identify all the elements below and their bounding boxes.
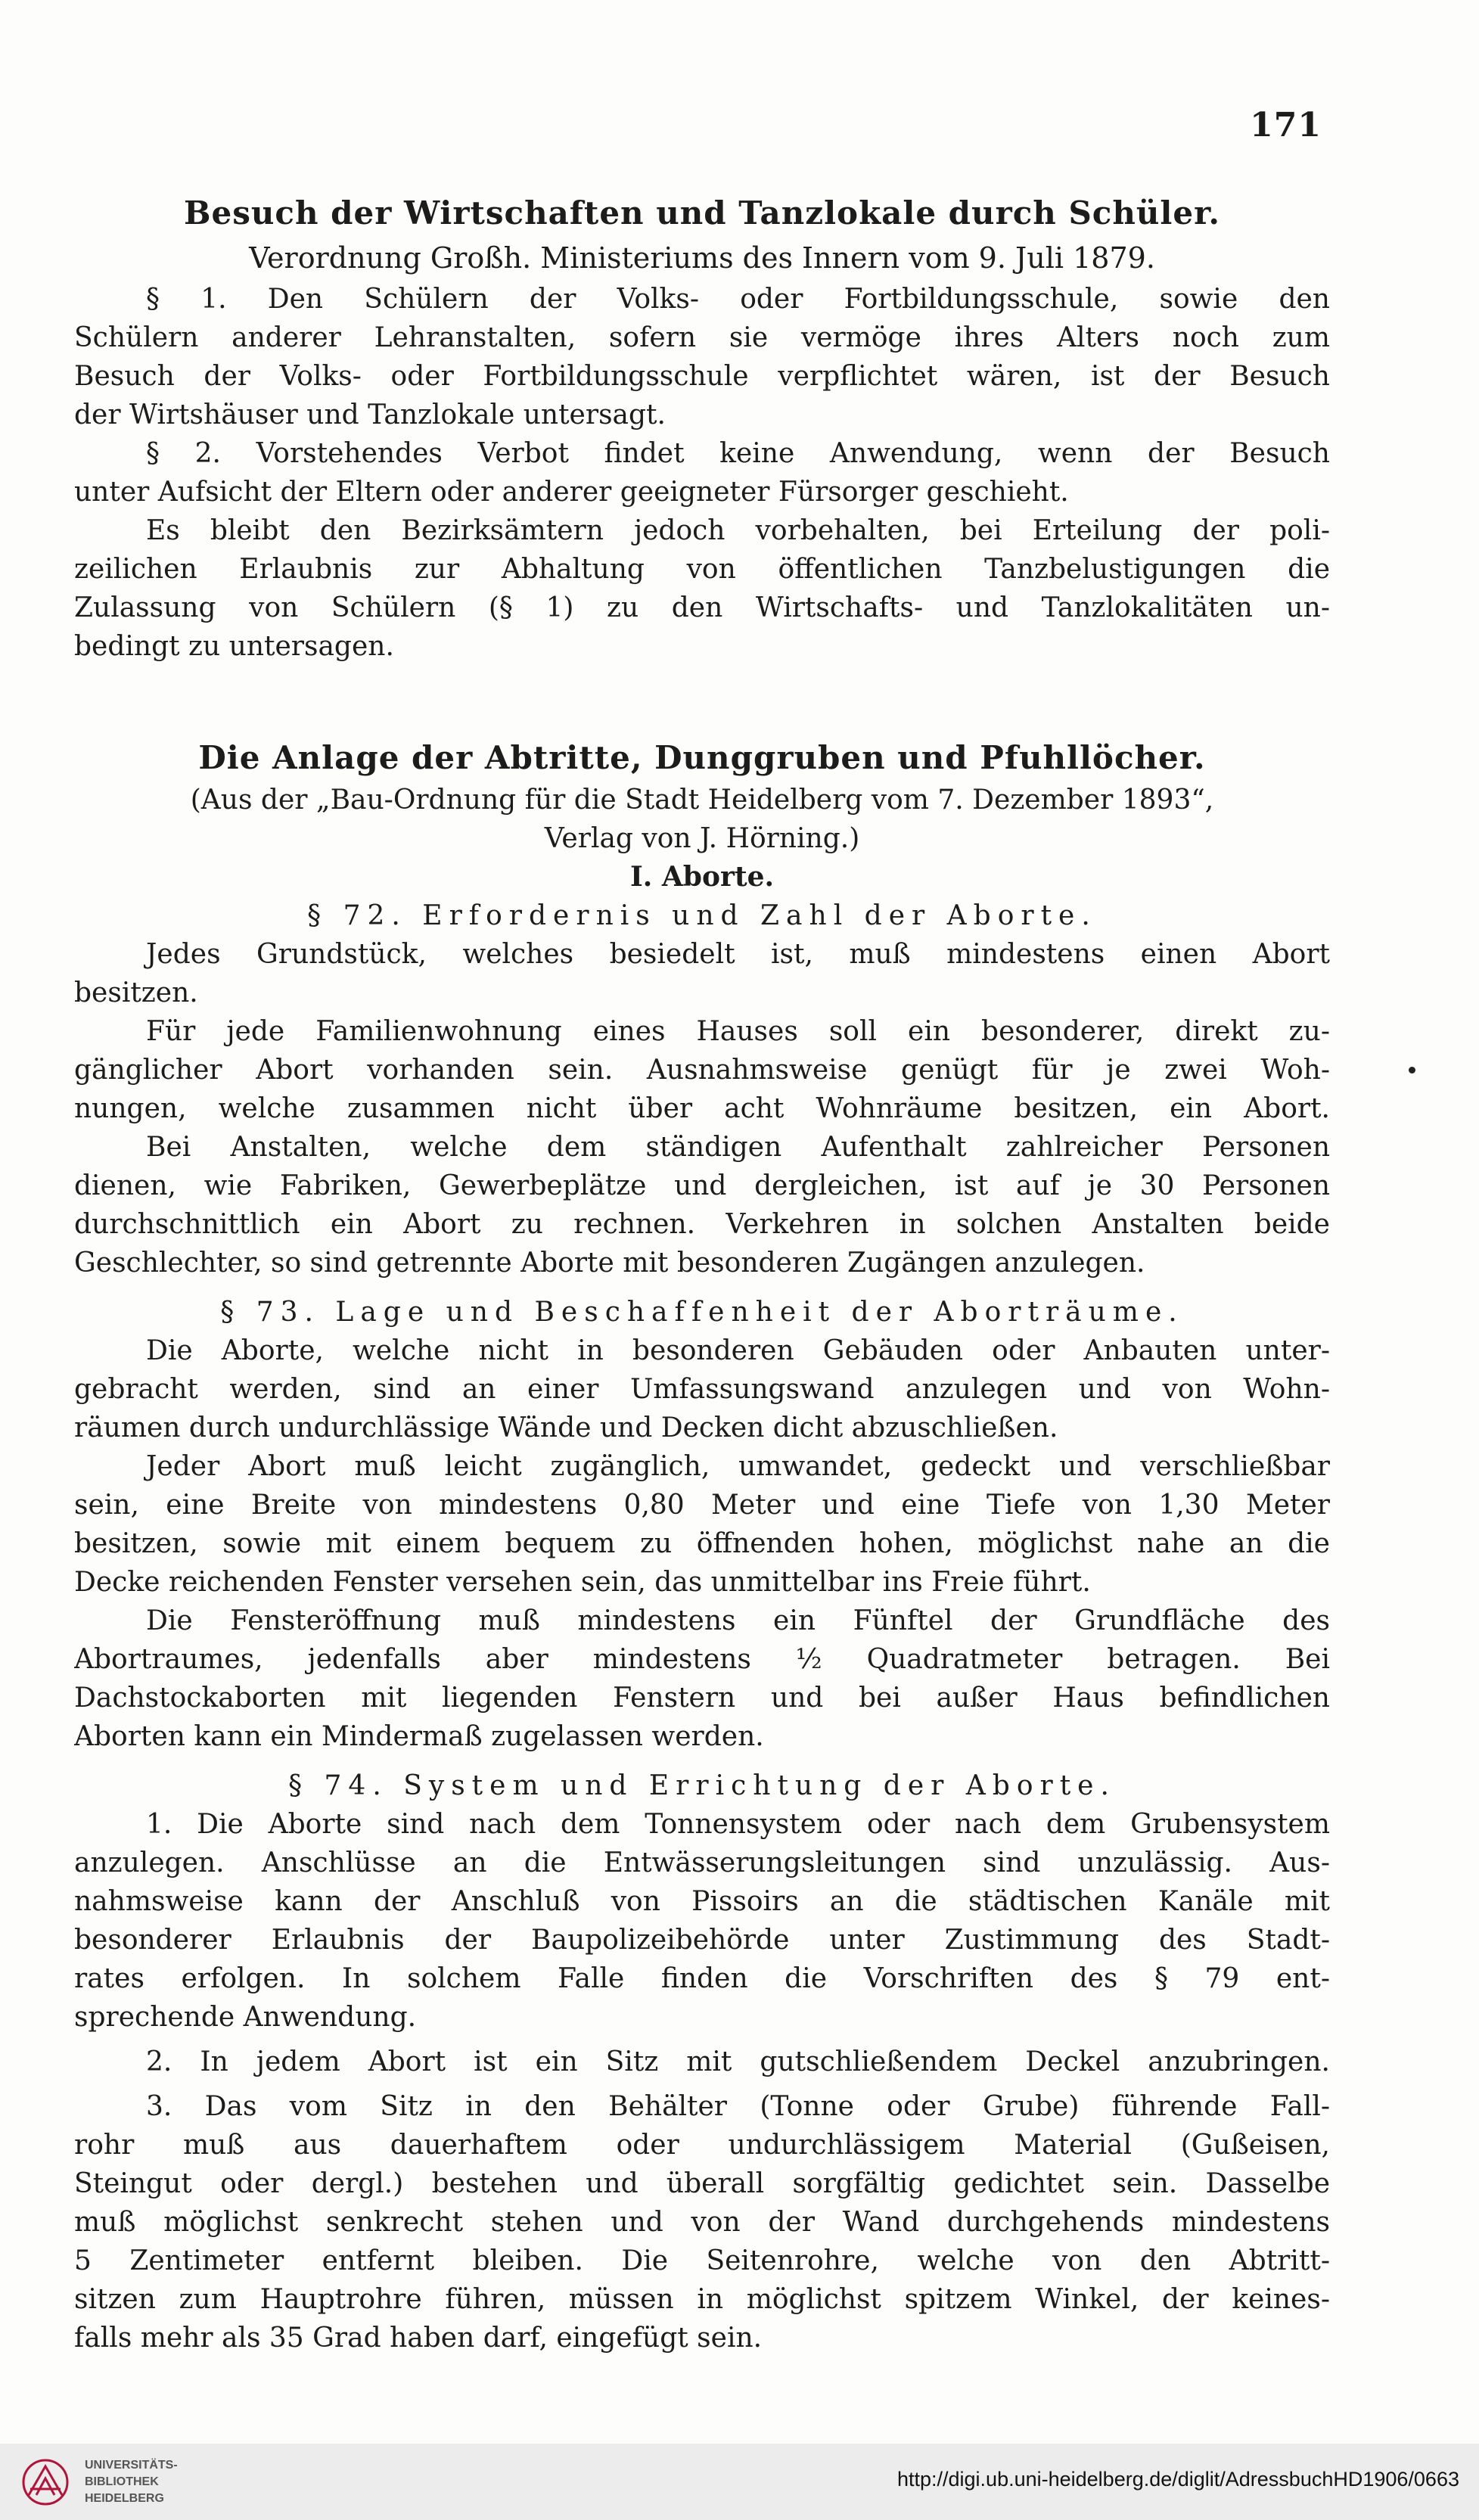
text-line: Decke reichenden Fenster versehen sein, das unmittelbar ins Freie führt. [74, 1567, 1091, 1598]
text-line: durchschnittlich ein Abort zu rechnen. Verkehren in solchen Anstalten beide [74, 1209, 1330, 1240]
paragraph-heading: § 72. Erfordernis und Zahl der Aborte. [307, 900, 1097, 931]
section-schueler [74, 191, 1330, 666]
text-line: Aborten kann ein Mindermaß zugelassen werden. [74, 1721, 764, 1752]
text-line: besitzen. [74, 977, 198, 1008]
paragraph-heading: § 73. Lage und Beschaffenheit der Aborträume. [220, 1297, 1184, 1328]
text-line: besitzen, sowie mit einem bequem zu öffnenden hohen, möglichst nahe an die [74, 1528, 1330, 1559]
part-heading: I. Aborte. [629, 861, 775, 893]
library-name-line: HEIDELBERG [85, 2492, 164, 2505]
text-line: sein, eine Breite von mindestens 0,80 Meter und eine Tiefe von 1,30 Meter [74, 1490, 1330, 1521]
source-url-link[interactable]: http://digi.ub.uni-heidelberg.de/diglit/AdressbuchHD1906/0663 [896, 2468, 1459, 2490]
text-line: Jeder Abort muß leicht zugänglich, umwandet, gedeckt und verschließbar [146, 1451, 1330, 1482]
library-name-line: BIBLIOTHEK [85, 2475, 159, 2488]
text-line: 3. Das vom Sitz in den Behälter (Tonne oder Grube) führende Fall- [146, 2091, 1330, 2122]
text-line: Die Fensteröffnung muß mindestens ein Fünftel der Grundfläche des [146, 1605, 1330, 1636]
text-line: anzulegen. Anschlüsse an die Entwässerungsleitungen sind unzulässig. Aus- [74, 1847, 1330, 1878]
text-line: rates erfolgen. In solchem Falle finden die Vorschriften des § 79 ent- [74, 1963, 1330, 1994]
text-line: Schülern anderer Lehranstalten, sofern sie vermöge ihres Alters noch zum [74, 322, 1330, 353]
text-line: Die Aborte, welche nicht in besonderen Gebäuden oder Anbauten unter- [146, 1335, 1330, 1366]
library-name-line: UNIVERSITÄTS- [85, 2459, 178, 2472]
source-line: Verlag von J. Hörning.) [544, 823, 860, 854]
source-line: (Aus der „Bau-Ordnung für die Stadt Heidelberg vom 7. Dezember 1893“, [190, 785, 1214, 816]
text-line: nahmsweise kann der Anschluß von Pissoirs an die städtischen Kanäle mit [74, 1886, 1330, 1917]
text-line: sitzen zum Hauptrohre führen, müssen in möglichst spitzem Winkel, der keines- [74, 2284, 1330, 2315]
page-number: 171 [1250, 106, 1322, 144]
text-line: räumen durch undurchlässige Wände und Decken dicht abzuschließen. [74, 1412, 1058, 1443]
text-line: sprechende Anwendung. [74, 2002, 417, 2033]
text-line: gebracht werden, sind an einer Umfassungswand anzulegen und von Wohn- [74, 1374, 1330, 1405]
text-line: 5 Zentimeter entfernt bleiben. Die Seitenrohre, welche von den Abtritt- [74, 2245, 1330, 2276]
section-title: Die Anlage der Abtritte, Dunggruben und Pfuhllöcher. [198, 739, 1206, 776]
text-line: falls mehr als 35 Grad haben darf, eingefügt sein. [74, 2323, 763, 2354]
footer-bar [0, 2444, 1479, 2520]
text-line: § 1. Den Schülern der Volks- oder Fortbildungsschule, sowie den [146, 284, 1330, 315]
text-line: der Wirtshäuser und Tanzlokale untersagt. [74, 399, 666, 430]
text-line: Besuch der Volks- oder Fortbildungsschule verpflichtet wären, ist der Besuch [74, 361, 1330, 392]
library-name [85, 2457, 178, 2507]
text-line: rohr muß aus dauerhaftem oder undurchlässigem Material (Gußeisen, [74, 2130, 1330, 2161]
text-line: 2. In jedem Abort ist ein Sitz mit gutschließendem Deckel anzubringen. [146, 2046, 1330, 2077]
section-abtritte [74, 735, 1330, 2357]
text-line: Abortraumes, jedenfalls aber mindestens ½ Quadratmeter betragen. Bei [74, 1644, 1330, 1675]
text-line: unter Aufsicht der Eltern oder anderer geeigneter Fürsorger geschieht. [74, 477, 1069, 508]
text-line: § 2. Vorstehendes Verbot findet keine Anwendung, wenn der Besuch [146, 438, 1330, 469]
paragraph-heading: § 74. System und Errichtung der Aborte. [288, 1770, 1116, 1801]
text-line: Zulassung von Schülern (§ 1) zu den Wirtschafts- und Tanzlokalitäten un- [74, 592, 1330, 623]
text-line: Für jede Familienwohnung eines Hauses soll ein besonderer, direkt zu- [146, 1016, 1330, 1047]
text-line: Geschlechter, so sind getrennte Aborte mit besonderen Zugängen anzulegen. [74, 1248, 1145, 1279]
text-line: 1. Die Aborte sind nach dem Tonnensystem oder nach dem Grubensystem [146, 1809, 1330, 1840]
section-title: Besuch der Wirtschaften und Tanzlokale durch Schüler. [184, 194, 1220, 231]
text-line: zeilichen Erlaubnis zur Abhaltung von öffentlichen Tanzbelustigungen die [74, 554, 1330, 585]
text-line: muß möglichst senkrecht stehen und von der Wand durchgehends mindestens [74, 2207, 1330, 2238]
text-line: gänglicher Abort vorhanden sein. Ausnahmsweise genügt für je zwei Woh- [74, 1055, 1330, 1086]
text-line: Es bleibt den Bezirksämtern jedoch vorbehalten, bei Erteilung der poli- [146, 515, 1330, 546]
text-line: Jedes Grundstück, welches besiedelt ist, muß mindestens einen Abort [146, 939, 1330, 970]
text-line: dienen, wie Fabriken, Gewerbeplätze und dergleichen, ist auf je 30 Personen [74, 1170, 1330, 1201]
text-line: Bei Anstalten, welche dem ständigen Aufenthalt zahlreicher Personen [146, 1132, 1330, 1163]
section-subtitle: Verordnung Großh. Ministeriums des Innern vom 9. Juli 1879. [249, 241, 1155, 275]
text-line: Dachstockaborten mit liegenden Fenstern und bei außer Haus befindlichen [74, 1683, 1330, 1714]
scan-speck [1409, 1067, 1415, 1074]
text-line: bedingt zu untersagen. [74, 631, 394, 662]
university-library-logo-icon [15, 2456, 76, 2509]
text-line: nungen, welche zusammen nicht über acht Wohnräume besitzen, ein Abort. [74, 1093, 1330, 1124]
text-line: Steingut oder dergl.) bestehen und überall sorgfältig gedichtet sein. Dasselbe [74, 2168, 1330, 2199]
text-line: besonderer Erlaubnis der Baupolizeibehörde unter Zustimmung des Stadt- [74, 1925, 1330, 1956]
